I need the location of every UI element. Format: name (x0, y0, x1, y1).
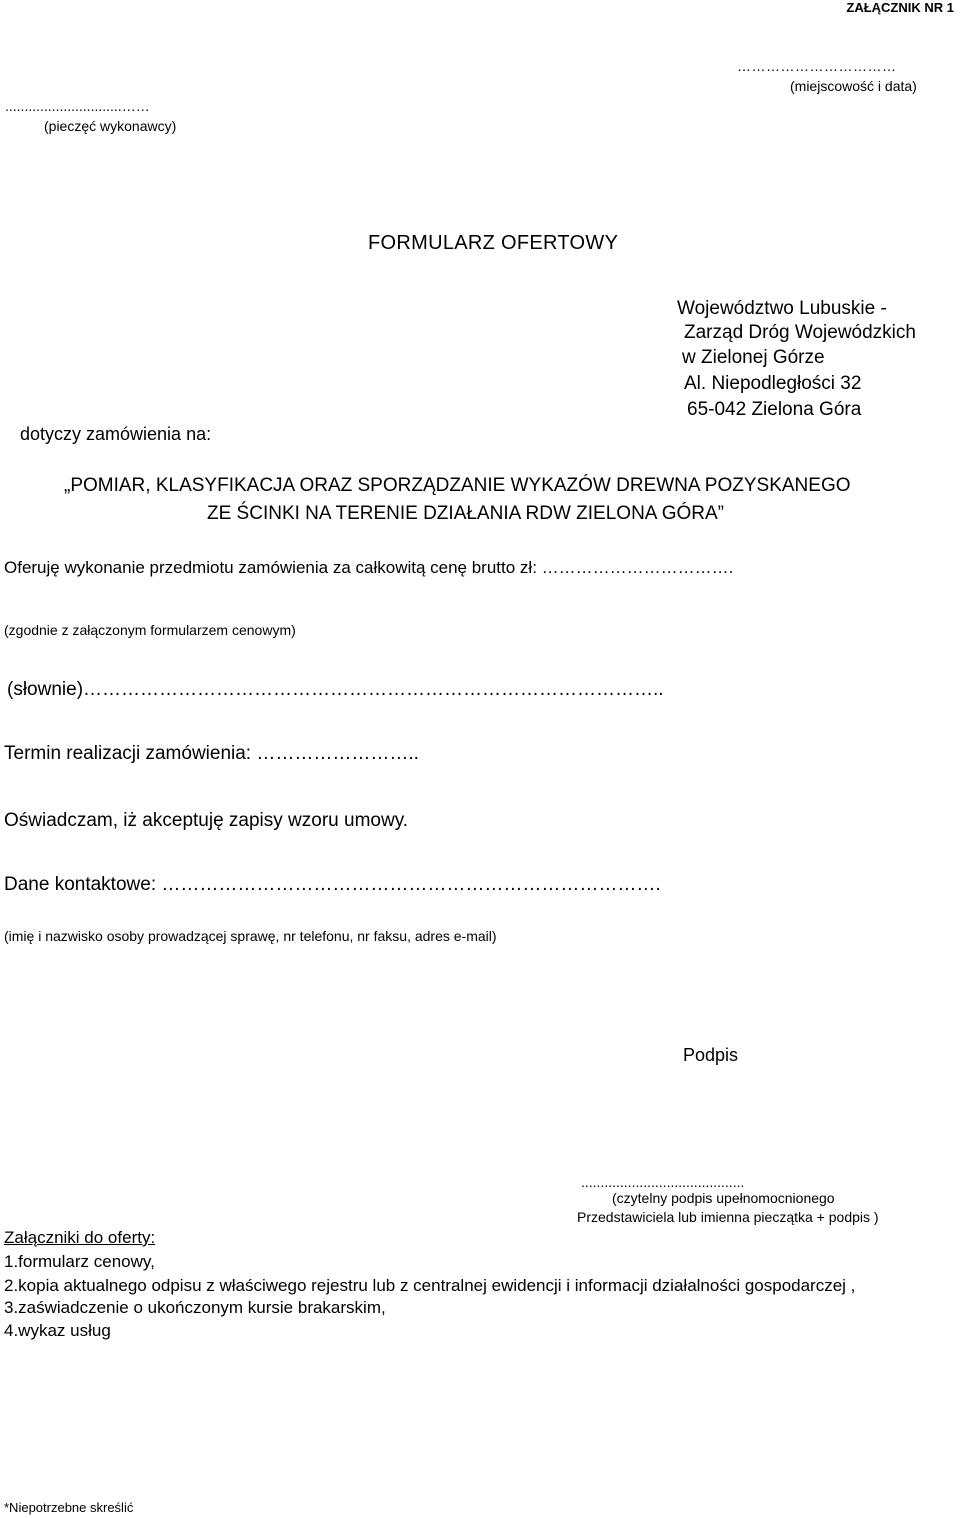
seal-caption: (pieczęć wykonawcy) (44, 118, 177, 134)
date-caption: (miejscowość i data) (790, 78, 917, 94)
attachment-item: 4.wykaz usług (4, 1321, 111, 1340)
addressee-line: Al. Niepodległości 32 (684, 373, 862, 394)
attachment-item: 2.kopia aktualnego odpisu z właściwego rejestru lub z centralnej ewidencji i informacji działalności gospodarczej , (4, 1276, 856, 1295)
attachment-item: 1.formularz cenowy, (4, 1252, 155, 1271)
price-in-words-line: (słownie)……………………………………………………………………………….. (7, 679, 664, 700)
signature-caption: Przedstawiciela lub imienna pieczątka + podpis ) (577, 1209, 879, 1225)
subject-line: ZE ŚCINKI NA TERENIE DZIAŁANIA RDW ZIELONA GÓRA” (207, 503, 724, 524)
annex-label: ZAŁĄCZNIK NR 1 (846, 0, 954, 15)
addressee-line: w Zielonej Górze (682, 347, 825, 368)
attachment-item: 3.zaświadczenie o ukończonym kursie brakarskim, (4, 1298, 386, 1317)
seal-placeholder-dots: ..............................…… (5, 98, 150, 114)
contact-details-line: Dane kontaktowe: ……………………………………………………………………. (4, 874, 661, 895)
addressee-line: Województwo Lubuskie - (677, 298, 887, 319)
acceptance-statement: Oświadczam, iż akceptuję zapisy wzoru umowy. (4, 810, 409, 831)
signature-label: Podpis (683, 1045, 739, 1065)
addressee-line: Zarząd Dróg Wojewódzkich (684, 322, 916, 343)
attachments-title: Załączniki do oferty: (4, 1228, 156, 1247)
completion-term-line: Termin realizacji zamówienia: …………………….. (4, 743, 419, 764)
regarding-label: dotyczy zamówienia na: (20, 424, 212, 444)
signature-caption: (czytelny podpis upełnomocnionego (612, 1190, 835, 1206)
date-placeholder-dots: …………………………… (737, 58, 897, 74)
subject-line: „POMIAR, KLASYFIKACJA ORAZ SPORZĄDZANIE WYKAZÓW DREWNA POZYSKANEGO (64, 475, 851, 496)
signature-placeholder-dots: .......................................... (581, 1174, 745, 1190)
footnote: *Niepotrzebne skreślić (4, 1500, 134, 1515)
form-title: FORMULARZ OFERTOWY (368, 232, 619, 254)
offer-price-note: (zgodnie z załączonym formularzem cenowym) (4, 622, 296, 638)
addressee-line: 65-042 Zielona Góra (687, 399, 862, 420)
contact-details-note: (imię i nazwisko osoby prowadzącej sprawę, nr telefonu, nr faksu, adres e-mail) (4, 928, 497, 944)
offer-price-line: Oferuję wykonanie przedmiotu zamówienia za całkowitą cenę brutto zł: ……………………………. (4, 558, 734, 577)
